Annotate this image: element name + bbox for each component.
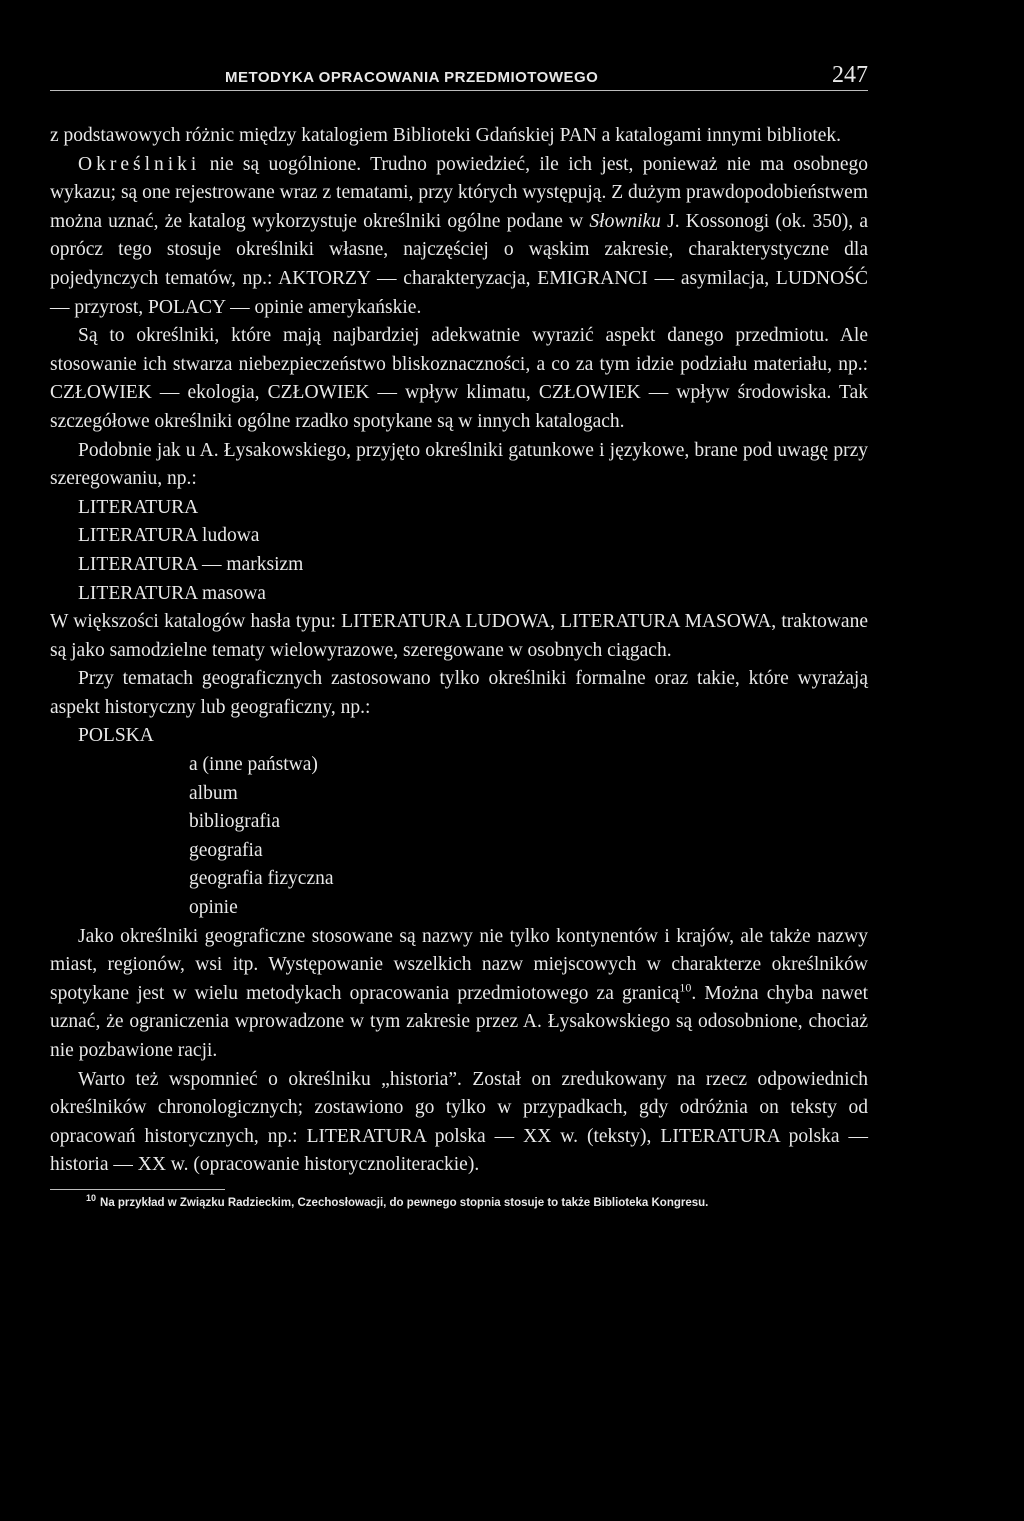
literatura-examples bbox=[50, 494, 868, 608]
example-head: POLSKA bbox=[78, 725, 154, 747]
spaced-term: Określniki bbox=[78, 153, 201, 175]
example-subentry: opinie bbox=[189, 897, 238, 919]
paragraph-6: Przy tematach geograficznych zastosowano tylko określniki formalne oraz takie, które wyrażają aspekt historyczny lub geograficzny, np.: bbox=[50, 668, 868, 718]
example-subentry: bibliografia bbox=[189, 811, 280, 833]
italic-title: Słowniku bbox=[589, 210, 661, 232]
paragraph-1: z podstawowych różnic między katalogiem Biblioteki Gdańskiej PAN a katalogami innymi bibliotek. bbox=[50, 125, 842, 146]
example-subentry: geografia bbox=[189, 839, 263, 861]
page bbox=[50, 60, 868, 1211]
running-header bbox=[50, 60, 868, 91]
example-line: LITERATURA masowa bbox=[78, 582, 266, 604]
example-subentry: album bbox=[189, 782, 238, 804]
example-line: LITERATURA — marksizm bbox=[78, 553, 304, 575]
footnote bbox=[86, 1195, 868, 1211]
paragraph-5: W większości katalogów hasła typu: LITERATURA LUDOWA, LITERATURA MASOWA, traktowane są jako samodzielne tematy wielowyrazowe, szeregowane w osobnych ciągach. bbox=[50, 611, 868, 661]
example-subentry: a (inne państwa) bbox=[189, 754, 318, 776]
paragraph-3: Są to określniki, które mają najbardziej adekwatnie wyrazić aspekt danego przedmiotu. Ale stosowanie ich stwarza niebezpieczeństwo bliskoznaczności, a co za tym idzie podziału materiału, np.: CZŁOWIEK — ekologia, CZŁOWIEK — wpływ klimatu, CZŁOWIEK — wpływ środowiska. Tak szczegółowe określniki ogólne rzadko spotykane są w innych katalogach. bbox=[50, 325, 868, 432]
footnote-rule bbox=[50, 1189, 225, 1190]
paragraph-4: Podobnie jak u A. Łysakowskiego, przyjęto określniki gatunkowe i językowe, brane pod uwagę przy szeregowaniu, np.: bbox=[50, 439, 868, 490]
paragraph-2 bbox=[50, 151, 868, 323]
paragraph-7 bbox=[50, 923, 868, 1066]
paragraph-8: Warto też wspomnieć o określniku „historia”. Został on zredukowany na rzecz odpowiednich określników chronologicznych; zostawiono go tylko w przypadkach, gdy odróżnia on teksty od opracowań historycznych, np.: LITERATURA polska — XX w. (teksty), LITERATURA polska — historia — XX w. (opracowanie historycznoliterackie). bbox=[50, 1068, 868, 1176]
paragraph-7-text-b: . Można chyba nawet uznać, że ograniczenia wprowadzone w tym zakresie przez A. Łysakowskiego są odosobnione, chociaż nie pozbawione racji. bbox=[50, 982, 868, 1061]
body-text bbox=[50, 122, 868, 1180]
page-number: 247 bbox=[832, 62, 868, 88]
footnote-text: Na przykład w Związku Radzieckim, Czechosłowacji, do pewnego stopnia stosuje to także Biblioteka Kongresu. bbox=[100, 1196, 709, 1209]
paragraph-2-text-a: nie są uogólnione. Trudno powiedzieć, ile ich jest, ponieważ nie ma osobnego wykazu; są one rejestrowane wraz z tematami, przy których występują. Z dużym prawdopodobieństwem można uznać, że katalog wykorzystuje określniki ogólne podane w bbox=[50, 153, 868, 232]
paragraph-2-text-b: J. Kossonogi (ok. 350), a oprócz tego stosuje określniki własne, najczęściej o wąskim zakresie, charakterystyczne dla pojedynczych tematów, np.: AKTORZY — charakteryzacja, EMIGRANCI — asymilacja, LUDNOŚĆ — przyrost, POLACY — opinie amerykańskie. bbox=[50, 210, 868, 318]
example-line: LITERATURA bbox=[78, 496, 199, 518]
example-line: LITERATURA ludowa bbox=[78, 525, 260, 547]
paragraph-7-text-a: Jako określniki geograficzne stosowane są nazwy nie tylko kontynentów i krajów, ale także nazwy miast, regionów, wsi itp. Występowanie wszelkich nazw miejscowych w charakterze określników spotykane jest w wielu metodykach opracowania przedmiotowego za granicą bbox=[50, 925, 868, 1004]
running-title: METODYKA OPRACOWANIA PRZEDMIOTOWEGO bbox=[225, 69, 599, 86]
footnote-ref: 10 bbox=[679, 980, 692, 995]
polska-examples bbox=[50, 722, 868, 922]
footnote-number: 10 bbox=[86, 1193, 97, 1204]
example-subentry: geografia fizyczna bbox=[189, 868, 334, 890]
